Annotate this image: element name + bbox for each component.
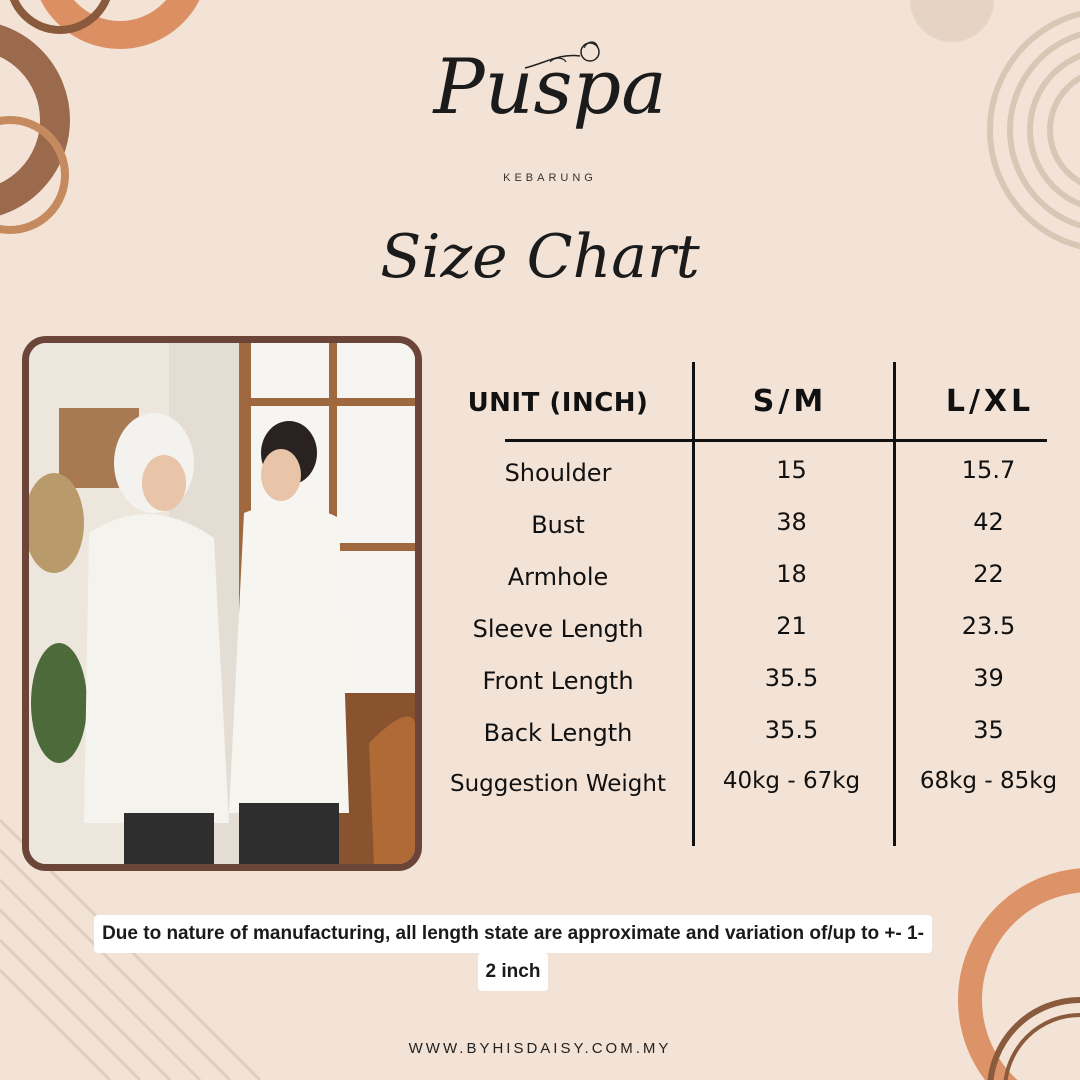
disclaimer-line-2: 2 inch [478,953,549,991]
website-url: WWW.BYHISDAISY.COM.MY [408,1040,672,1057]
brand-name: Puspa [433,42,667,131]
header-lxl: L/XL [945,384,1035,419]
header-divider [505,439,1047,442]
flower-logo-icon [520,38,610,78]
row-sm-value: 40kg - 67kg [722,768,861,794]
row-lxl-value: 68kg - 85kg [919,768,1058,794]
header-sm: S/M [752,384,828,419]
page-title: Size Chart [380,222,700,292]
row-label: Sleeve Length [472,615,644,643]
row-sm-value: 18 [776,560,807,588]
row-label: Shoulder [504,459,612,487]
disclaimer-note [54,915,972,991]
column-divider-2 [893,362,896,846]
row-lxl-value: 15.7 [961,456,1016,484]
row-label: Suggestion Weight [449,771,666,797]
row-lxl-value: 22 [973,560,1004,588]
row-label: Bust [531,511,585,539]
row-sm-value: 35.5 [764,664,819,692]
row-label: Armhole [507,563,609,591]
row-lxl-value: 39 [973,664,1004,692]
row-sm-value: 15 [776,456,807,484]
disclaimer-line-1: Due to nature of manufacturing, all length state are approximate and variation of/up to +- 1- [94,915,932,953]
row-sm-value: 21 [776,612,807,640]
column-divider-1 [692,362,695,846]
product-photo [22,336,422,871]
header-unit: UNIT (INCH) [467,388,649,418]
row-lxl-value: 35 [973,716,1004,744]
row-lxl-value: 23.5 [961,612,1016,640]
brand-subtitle: KEBARUNG [503,172,597,184]
row-lxl-value: 42 [973,508,1004,536]
row-label: Front Length [482,667,634,695]
row-label: Back Length [483,719,633,747]
row-sm-value: 38 [776,508,807,536]
row-sm-value: 35.5 [764,716,819,744]
